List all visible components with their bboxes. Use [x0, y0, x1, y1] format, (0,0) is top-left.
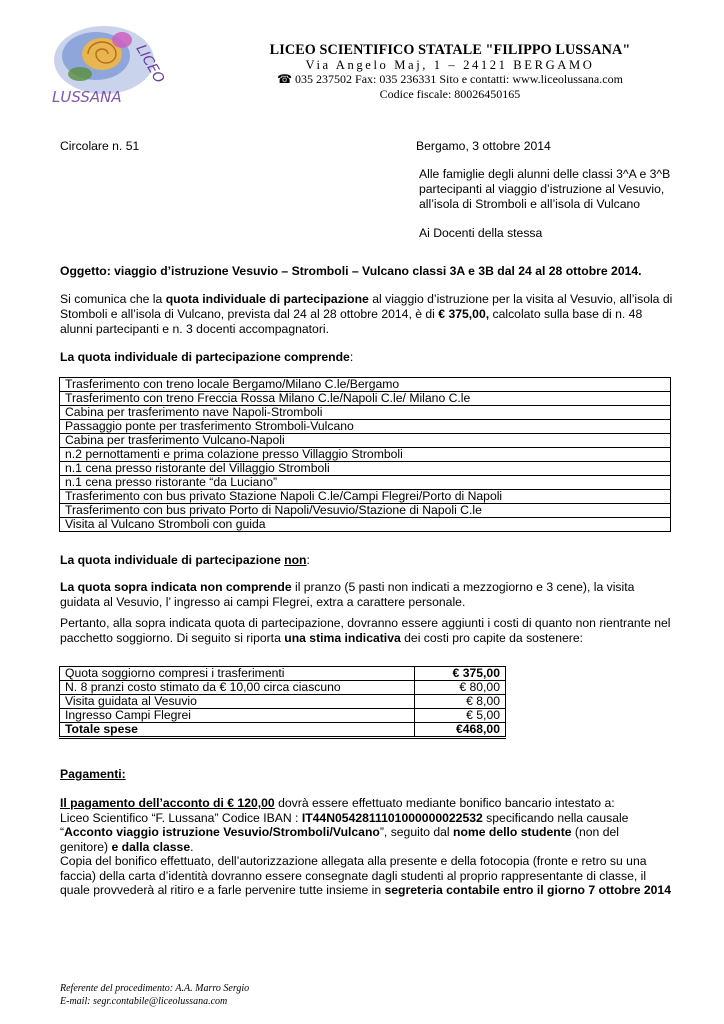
total-value: €468,00 — [415, 723, 506, 738]
includes-item: n.1 cena presso ristorante “da Luciano” — [60, 476, 671, 490]
footer-contact-person: Referente del procedimento: A.A. Marro Sergio — [60, 983, 250, 994]
text: Pertanto, alla sopra indicata quota di partecipazione, dovranno essere aggiunti i costi di quanto non rientrante nel — [60, 616, 671, 630]
includes-item: Trasferimento con treno locale Bergamo/Milano C.le/Bergamo — [60, 378, 671, 392]
includes-heading: La quota individuale di partecipazione comprende: — [60, 350, 354, 364]
text: dovrà essere effettuato mediante bonifico bancario intestato a: — [274, 796, 615, 810]
text: pacchetto soggiorno. Di seguito si riporta — [60, 631, 285, 645]
text: Stomboli e all’isola di Vulcano, prevista dal 24 al 28 ottobre 2014, è di — [60, 307, 439, 321]
text: . — [190, 839, 194, 854]
text: € 375,00, — [438, 307, 490, 321]
text: La quota individuale di partecipazione comprende — [60, 350, 350, 364]
payments-heading — [60, 767, 126, 781]
recipient-line: Ai Docenti della stessa — [419, 226, 543, 240]
includes-item: Passaggio ponte per trasferimento Stromboli-Vulcano — [60, 420, 671, 434]
includes-item: n.1 cena presso ristorante del Villaggio Stromboli — [60, 462, 671, 476]
includes-row — [60, 378, 671, 392]
includes-row — [60, 420, 671, 434]
text: quota individuale di partecipazione — [165, 292, 369, 306]
text: al viaggio d’istruzione per la visita al Vesuvio, all’isola di — [368, 292, 673, 306]
cost-label: Visita guidata al Vesuvio — [60, 695, 415, 709]
includes-row — [60, 504, 671, 518]
includes-item: Visita al Vulcano Stromboli con guida — [60, 518, 671, 532]
text: Il pagamento dell’acconto di € 120,00 — [60, 796, 275, 810]
text: Pagamenti: — [60, 767, 126, 781]
includes-item: Trasferimento con treno Freccia Rossa Milano C.le/Napoli C.le/ Milano C.le — [60, 392, 671, 406]
includes-row — [60, 462, 671, 476]
recipients — [419, 167, 670, 241]
text: faccia) della carta d’identità dovranno essere consegnate dagli studenti al proprio rappresentante di classe, il — [60, 868, 647, 883]
therefore-paragraph — [60, 616, 670, 646]
text: “ — [60, 825, 65, 839]
school-address: Via Angelo Maj, 1 – 24121 BERGAMO — [305, 57, 595, 72]
includes-row — [60, 392, 671, 406]
text: (non del — [571, 825, 619, 839]
includes-row — [60, 406, 671, 420]
cost-label: N. 8 pranzi costo stimato da € 10,00 circa ciascuno — [60, 681, 415, 695]
cost-label: Ingresso Campi Flegrei — [60, 709, 415, 723]
includes-table — [59, 377, 671, 532]
text: Copia del bonifico effettuato, dell’autorizzazione allegata alla presente e della fotocopia (fronte e retro su una — [60, 854, 647, 868]
school-contacts — [230, 72, 670, 87]
cost-value: € 80,00 — [415, 681, 506, 695]
includes-item: Trasferimento con bus privato Porto di Napoli/Vesuvio/Stazione di Napoli C.le — [60, 504, 671, 518]
cost-value: € 8,00 — [415, 695, 506, 709]
text: nome dello studente — [453, 825, 572, 839]
recipient-line: Alle famiglie degli alunni delle classi 3^A e 3^B — [419, 167, 671, 181]
footer-email: E-mail: segr.contabile@liceolussana.com — [60, 996, 228, 1007]
school-logo — [44, 18, 184, 108]
includes-item: Trasferimento con bus privato Stazione Napoli C.le/Campi Flegrei/Porto di Napoli — [60, 490, 671, 504]
text: Acconto viaggio istruzione Vesuvio/Stromboli/Vulcano — [64, 825, 380, 839]
text: specificando nella causale — [482, 810, 629, 825]
text: La quota individuale di partecipazione — [60, 553, 285, 567]
contacts-text: 035 237502 Fax: 035 236331 Sito e contatti: www.liceolussana.com — [295, 72, 623, 86]
text: segreteria contabile entro il giorno 7 ottobre 2014 — [384, 883, 671, 897]
excludes-heading: La quota individuale di partecipazione non: — [60, 553, 310, 567]
subject-line: Oggetto: viaggio d’istruzione Vesuvio – Stromboli – Vulcano classi 3A e 3B dal 24 al 28 ottobre 2014. — [60, 264, 642, 278]
text: Si comunica che la — [60, 292, 166, 306]
text: genitore) — [60, 839, 112, 854]
text: non — [284, 553, 307, 567]
includes-item: Cabina per trasferimento nave Napoli-Stromboli — [60, 406, 671, 420]
recipient-line: partecipanti al viaggio d’istruzione al Vesuvio, — [419, 182, 665, 196]
includes-item: Cabina per trasferimento Vulcano-Napoli — [60, 434, 671, 448]
svg-text:LUSSANA: LUSSANA — [52, 88, 122, 106]
text: guidata al Vesuvio, l’ ingresso ai campi Flegrei, extra a carattere personale. — [60, 595, 466, 609]
text: quale provvederà al ritiro e a farle pervenire tutte insieme in — [60, 883, 385, 897]
phone-icon: ☎ — [277, 72, 293, 86]
fiscal-code: Codice fiscale: 80026450165 — [379, 86, 521, 101]
text: calcolato sulla base di n. 48 — [489, 307, 643, 321]
school-name: LICEO SCIENTIFICO STATALE "FILIPPO LUSSANA" — [269, 42, 631, 58]
text: ”, seguito dal — [379, 825, 454, 839]
cost-row — [60, 667, 506, 681]
includes-row — [60, 490, 671, 504]
cost-row — [60, 681, 506, 695]
cost-value: € 5,00 — [415, 709, 506, 723]
costs-table — [59, 666, 506, 739]
payments-paragraph — [60, 796, 671, 898]
intro-paragraph — [60, 292, 672, 337]
text: alunni partecipanti e n. 3 docenti accompagnatori. — [60, 322, 329, 336]
total-row — [60, 723, 506, 738]
text: La quota sopra indicata non comprende — [60, 580, 292, 594]
text: e dalla classe — [111, 839, 191, 854]
recipient-line: all’isola di Stromboli e all’isola di Vulcano — [419, 197, 641, 211]
excludes-paragraph — [60, 580, 634, 610]
text: il pranzo (5 pasti non indicati a mezzogiorno e 3 cene), la visita — [291, 580, 635, 594]
circolare-number: Circolare n. 51 — [60, 139, 140, 153]
includes-item: n.2 pernottamenti e prima colazione presso Villaggio Stromboli — [60, 448, 671, 462]
text: una stima indicativa — [284, 631, 401, 645]
text: dei costi pro capite da sostenere: — [400, 631, 583, 645]
text: Liceo Scientifico “F. Lussana” Codice IBAN : — [60, 810, 302, 825]
includes-row — [60, 476, 671, 490]
iban: IT44N0542811101000000022532 — [301, 810, 483, 825]
cost-label: Quota soggiorno compresi i trasferimenti — [60, 667, 415, 681]
footer — [60, 982, 249, 1008]
place-date: Bergamo, 3 ottobre 2014 — [416, 139, 551, 153]
school-header — [230, 43, 670, 101]
includes-row — [60, 448, 671, 462]
includes-row — [60, 434, 671, 448]
cost-row — [60, 695, 506, 709]
cost-row — [60, 709, 506, 723]
cost-value: € 375,00 — [415, 667, 506, 681]
svg-text:LICEO: LICEO — [132, 42, 168, 87]
includes-row — [60, 518, 671, 532]
total-label: Totale spese — [60, 723, 415, 738]
